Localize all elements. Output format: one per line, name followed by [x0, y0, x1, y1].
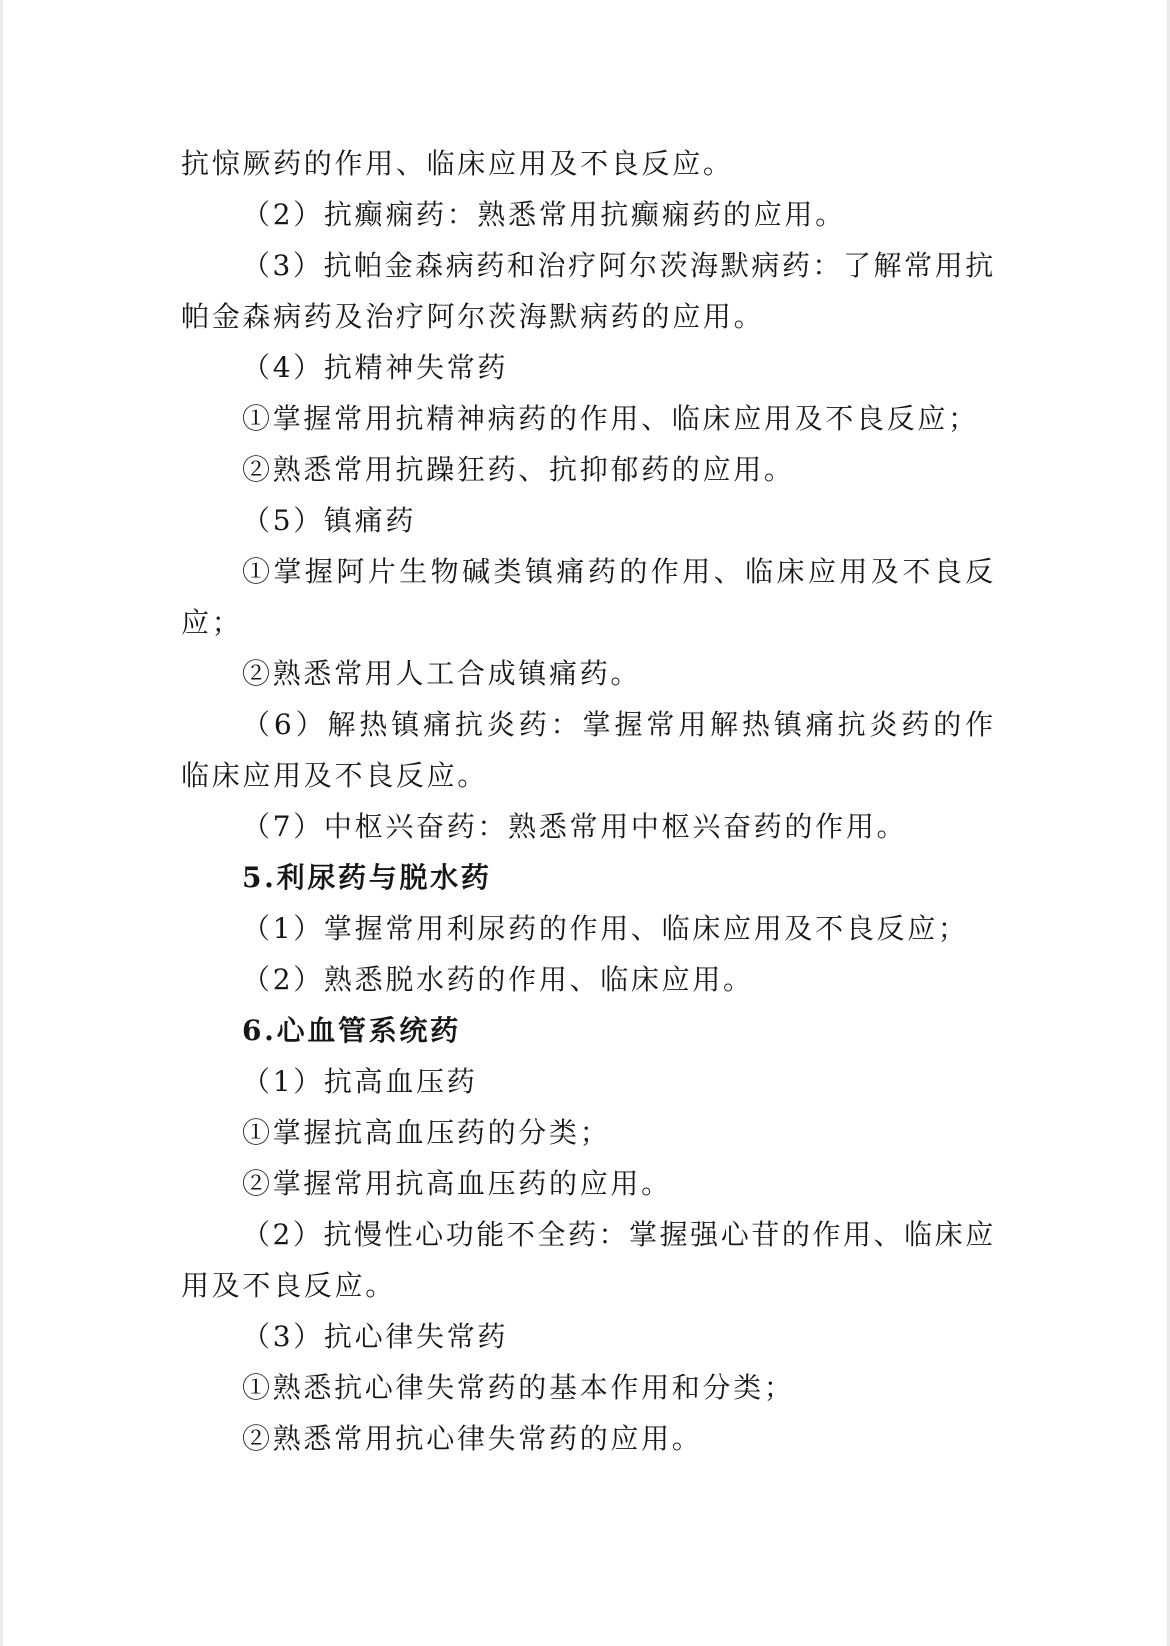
subsection-item: （1）掌握常用利尿药的作用、临床应用及不良反应； [242, 912, 969, 945]
numbered-point: ①熟悉抗心律失常药的基本作用和分类； [242, 1371, 795, 1404]
text-line: 帕金森病药及治疗阿尔茨海默病药的应用。 [181, 300, 765, 333]
section-heading: 5.利尿药与脱水药 [242, 861, 492, 894]
subsection-item: （3）抗心律失常药 [242, 1320, 509, 1353]
text-line: 用及不良反应。 [181, 1269, 396, 1302]
numbered-point: ②熟悉常用抗心律失常药的应用。 [242, 1422, 703, 1455]
subsection-item: （6）解热镇痛抗炎药：掌握常用解热镇痛抗炎药的作 [242, 708, 995, 741]
numbered-point: ②熟悉常用人工合成镇痛药。 [242, 657, 642, 690]
text-line: 临床应用及不良反应。 [181, 759, 489, 792]
subsection-item: （3）抗帕金森病药和治疗阿尔茨海默病药：了解常用抗 [242, 249, 995, 282]
text-line: 应； [181, 606, 243, 639]
numbered-point: ①掌握阿片生物碱类镇痛药的作用、临床应用及不良反 [242, 555, 995, 588]
subsection-item: （2）熟悉脱水药的作用、临床应用。 [242, 963, 754, 996]
numbered-point: ②掌握常用抗高血压药的应用。 [242, 1167, 672, 1200]
section-heading: 6.心血管系统药 [242, 1014, 461, 1047]
subsection-item: （2）抗癫痫药：熟悉常用抗癫痫药的应用。 [242, 198, 846, 231]
numbered-point: ②熟悉常用抗躁狂药、抗抑郁药的应用。 [242, 453, 795, 486]
numbered-point: ①掌握抗高血压药的分类； [242, 1116, 611, 1149]
document-body [181, 138, 995, 1464]
subsection-item: （4）抗精神失常药 [242, 351, 509, 384]
subsection-item: （7）中枢兴奋药：熟悉常用中枢兴奋药的作用。 [242, 810, 908, 843]
text-line: 抗惊厥药的作用、临床应用及不良反应。 [181, 147, 734, 180]
subsection-item: （5）镇痛药 [242, 504, 417, 537]
subsection-item: （1）抗高血压药 [242, 1065, 478, 1098]
subsection-item: （2）抗慢性心功能不全药：掌握强心苷的作用、临床应 [242, 1218, 995, 1251]
numbered-point: ①掌握常用抗精神病药的作用、临床应用及不良反应； [242, 402, 979, 435]
